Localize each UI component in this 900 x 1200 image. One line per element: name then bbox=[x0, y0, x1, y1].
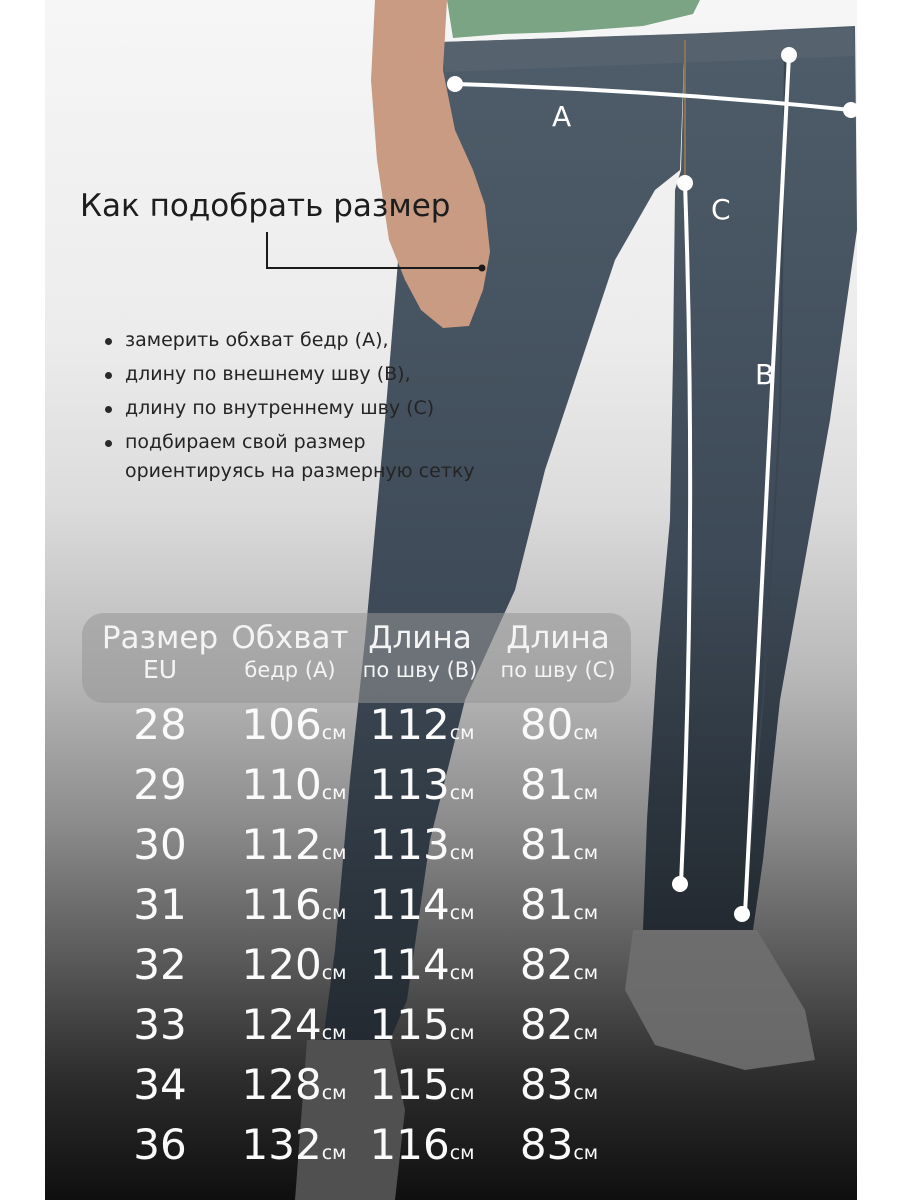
outseam-cell bbox=[356, 760, 488, 818]
outseam-cell-value: 116 bbox=[369, 1120, 450, 1169]
unit-label: см bbox=[321, 962, 347, 984]
outseam-cell bbox=[356, 1060, 488, 1118]
table-row bbox=[45, 700, 857, 756]
outseam-cell bbox=[356, 1000, 488, 1058]
instruction-text: замерить обхват бедр (A), bbox=[125, 329, 389, 351]
outseam-cell bbox=[356, 1120, 488, 1178]
unit-label: см bbox=[321, 1022, 347, 1044]
hip-cell bbox=[228, 760, 360, 818]
unit-label: см bbox=[573, 782, 599, 804]
measure-b-start-dot bbox=[781, 47, 797, 63]
size-cell bbox=[94, 1060, 226, 1110]
hip-cell bbox=[228, 1060, 360, 1118]
inseam-cell bbox=[493, 880, 625, 938]
inseam-cell-value: 83 bbox=[519, 1120, 574, 1169]
outseam-cell-value: 114 bbox=[369, 940, 450, 989]
unit-label: см bbox=[449, 1022, 475, 1044]
table-row bbox=[45, 760, 857, 816]
header-subtitle: EU bbox=[142, 655, 178, 684]
instruction-text: подбираем свой размер bbox=[125, 431, 366, 453]
header-subtitle: по шву (C) bbox=[500, 658, 616, 682]
table-row bbox=[45, 940, 857, 996]
size-cell-value: 28 bbox=[133, 700, 187, 749]
unit-label: см bbox=[573, 1082, 599, 1104]
unit-label: см bbox=[449, 902, 475, 924]
inseam-cell bbox=[493, 1120, 625, 1178]
measure-a-start-dot bbox=[447, 76, 463, 92]
size-cell-value: 34 bbox=[133, 1060, 187, 1109]
table-row bbox=[45, 1120, 857, 1176]
instruction-item bbox=[103, 360, 553, 389]
inseam-cell bbox=[493, 820, 625, 878]
measure-label-c: C bbox=[711, 193, 731, 226]
unit-label: см bbox=[573, 902, 599, 924]
hip-cell bbox=[228, 1120, 360, 1178]
instruction-list bbox=[103, 326, 553, 491]
instruction-text: ориентируясь на размерную сетку bbox=[125, 460, 475, 482]
unit-label: см bbox=[321, 1142, 347, 1164]
instruction-item bbox=[103, 394, 553, 423]
heading-connector-dot bbox=[479, 265, 486, 272]
size-table-header-inseam bbox=[492, 620, 624, 684]
hip-cell-value: 128 bbox=[241, 1060, 322, 1109]
unit-label: см bbox=[449, 782, 475, 804]
instruction-item bbox=[103, 326, 553, 355]
unit-label: см bbox=[321, 1082, 347, 1104]
instruction-item bbox=[103, 428, 553, 486]
outseam-cell bbox=[356, 880, 488, 938]
inseam-cell-value: 82 bbox=[519, 1000, 574, 1049]
size-guide-card bbox=[45, 0, 857, 1200]
hip-cell-value: 116 bbox=[241, 880, 322, 929]
inseam-cell-value: 81 bbox=[519, 760, 574, 809]
header-title: Размер bbox=[101, 620, 219, 656]
inseam-cell bbox=[493, 700, 625, 758]
unit-label: см bbox=[573, 962, 599, 984]
unit-label: см bbox=[573, 722, 599, 744]
measure-c-start-dot bbox=[677, 175, 693, 191]
size-cell bbox=[94, 1120, 226, 1170]
instruction-text: длину по внутреннему шву (C) bbox=[125, 397, 435, 419]
inseam-cell-value: 82 bbox=[519, 940, 574, 989]
outseam-cell bbox=[356, 700, 488, 758]
inseam-cell-value: 80 bbox=[519, 700, 574, 749]
size-table-header-outseam bbox=[354, 620, 486, 684]
instruction-text: длину по внешнему шву (B), bbox=[125, 363, 411, 385]
inseam-cell-value: 81 bbox=[519, 820, 574, 869]
outseam-cell-value: 113 bbox=[369, 760, 450, 809]
size-table-header-hip bbox=[224, 620, 356, 684]
size-cell bbox=[94, 820, 226, 870]
hip-cell bbox=[228, 940, 360, 998]
shirt-hem bbox=[447, 0, 700, 38]
unit-label: см bbox=[573, 1022, 599, 1044]
unit-label: см bbox=[449, 962, 475, 984]
table-row bbox=[45, 1060, 857, 1116]
unit-label: см bbox=[449, 1082, 475, 1104]
unit-label: см bbox=[321, 902, 347, 924]
table-row bbox=[45, 820, 857, 876]
unit-label: см bbox=[321, 782, 347, 804]
outseam-cell-value: 114 bbox=[369, 880, 450, 929]
inseam-cell-value: 83 bbox=[519, 1060, 574, 1109]
measure-label-b: B bbox=[755, 358, 775, 391]
size-cell bbox=[94, 1000, 226, 1050]
size-cell-value: 31 bbox=[133, 880, 187, 929]
inseam-cell bbox=[493, 1000, 625, 1058]
inseam-cell bbox=[493, 1060, 625, 1118]
header-subtitle: по шву (B) bbox=[362, 658, 478, 682]
hip-cell bbox=[228, 880, 360, 938]
inseam-cell bbox=[493, 940, 625, 998]
header-subtitle: бедр (A) bbox=[244, 658, 336, 682]
header-title: Длина bbox=[368, 620, 472, 656]
outseam-cell bbox=[356, 940, 488, 998]
hip-cell bbox=[228, 1000, 360, 1058]
unit-label: см bbox=[449, 722, 475, 744]
size-cell bbox=[94, 940, 226, 990]
outseam-cell-value: 112 bbox=[369, 700, 450, 749]
unit-label: см bbox=[573, 842, 599, 864]
outseam-cell-value: 115 bbox=[369, 1000, 450, 1049]
size-cell-value: 32 bbox=[133, 940, 187, 989]
size-cell bbox=[94, 700, 226, 750]
header-title: Обхват bbox=[231, 620, 349, 656]
size-cell bbox=[94, 760, 226, 810]
unit-label: см bbox=[449, 842, 475, 864]
size-cell-value: 30 bbox=[133, 820, 187, 869]
size-cell bbox=[94, 880, 226, 930]
unit-label: см bbox=[573, 1142, 599, 1164]
table-row bbox=[45, 1000, 857, 1056]
page-title: Как подобрать размер bbox=[80, 188, 451, 224]
outseam-cell-value: 115 bbox=[369, 1060, 450, 1109]
outseam-cell-value: 113 bbox=[369, 820, 450, 869]
size-table-header-size bbox=[94, 620, 226, 684]
hip-cell-value: 120 bbox=[241, 940, 322, 989]
hip-cell-value: 112 bbox=[241, 820, 322, 869]
unit-label: см bbox=[321, 842, 347, 864]
unit-label: см bbox=[449, 1142, 475, 1164]
hip-cell-value: 110 bbox=[241, 760, 322, 809]
inseam-cell bbox=[493, 760, 625, 818]
hip-cell-value: 124 bbox=[241, 1000, 322, 1049]
header-title: Длина bbox=[506, 620, 610, 656]
inseam-cell-value: 81 bbox=[519, 880, 574, 929]
outseam-cell bbox=[356, 820, 488, 878]
hip-cell-value: 106 bbox=[241, 700, 322, 749]
size-cell-value: 33 bbox=[133, 1000, 187, 1049]
size-cell-value: 36 bbox=[133, 1120, 187, 1169]
hip-cell bbox=[228, 820, 360, 878]
unit-label: см bbox=[321, 722, 347, 744]
table-row bbox=[45, 880, 857, 936]
hip-cell bbox=[228, 700, 360, 758]
size-cell-value: 29 bbox=[133, 760, 187, 809]
measure-label-a: A bbox=[552, 100, 572, 133]
hip-cell-value: 132 bbox=[241, 1120, 322, 1169]
